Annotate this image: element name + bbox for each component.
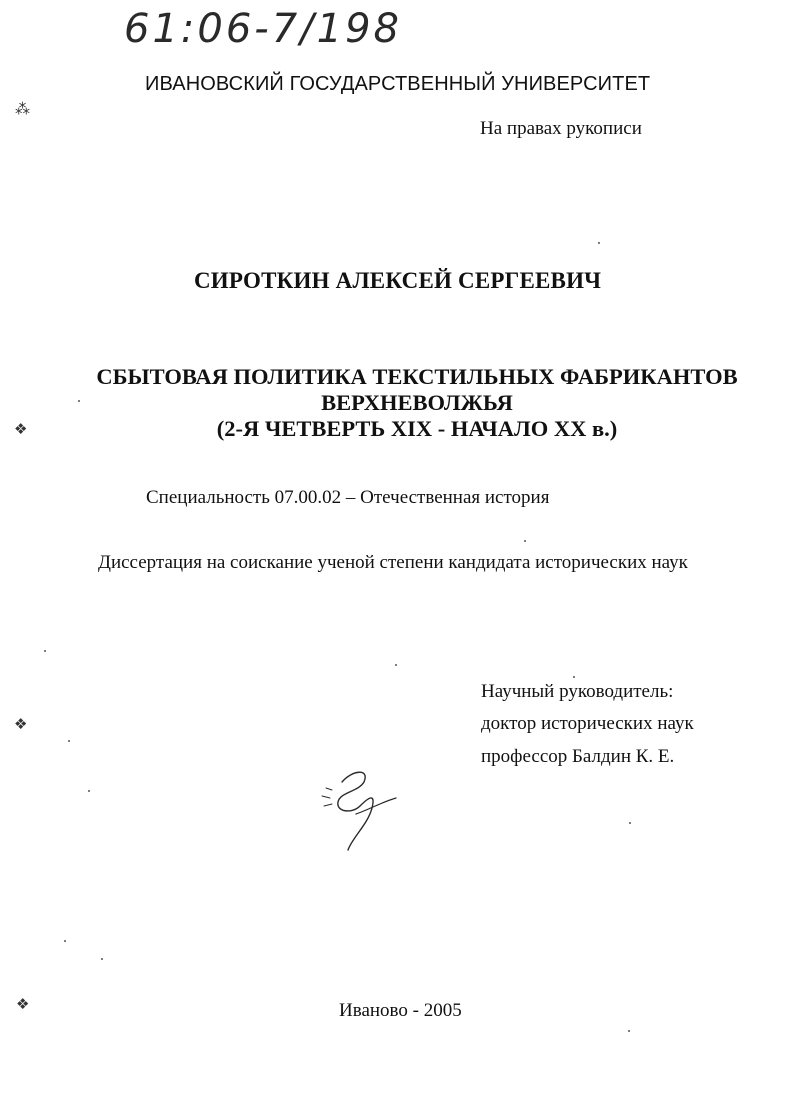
university-name: ИВАНОВСКИЙ ГОСУДАРСТВЕННЫЙ УНИВЕРСИТЕТ — [145, 73, 651, 95]
dissertation-title — [80, 364, 754, 442]
archive-code-handwritten — [120, 2, 450, 52]
supervisor-heading: Научный руководитель: — [481, 681, 674, 702]
author-name: СИРОТКИН АЛЕКСЕЙ СЕРГЕЕВИЧ — [194, 268, 602, 293]
scan-speck — [629, 822, 631, 824]
scan-speck — [64, 940, 66, 942]
city-year: Иваново - 2005 — [339, 1000, 462, 1021]
degree-statement: Диссертация на соискание ученой степени кандидата исторических наук — [98, 552, 688, 573]
scan-speck — [78, 400, 80, 402]
archive-code-text: 61:06-7/198 — [124, 6, 402, 52]
scan-speck — [68, 740, 70, 742]
scan-speck — [88, 790, 90, 792]
title-line: ВЕРХНЕВОЛЖЬЯ — [321, 390, 513, 415]
handwritten-signature — [312, 762, 412, 858]
specialty-line: Специальность 07.00.02 – Отечественная история — [146, 487, 550, 508]
supervisor-name: профессор Балдин К. Е. — [481, 746, 675, 767]
scan-speck — [101, 958, 103, 960]
scan-speck — [44, 650, 46, 652]
scan-speck — [395, 664, 397, 666]
manuscript-rights-note: На правах рукописи — [480, 118, 642, 139]
scan-speck — [524, 540, 526, 542]
margin-mark-icon: ❖ — [14, 420, 28, 438]
title-line: СБЫТОВАЯ ПОЛИТИКА ТЕКСТИЛЬНЫХ ФАБРИКАНТОВ — [96, 364, 738, 389]
supervisor-degree: доктор исторических наук — [481, 713, 694, 734]
scan-speck — [598, 242, 600, 244]
margin-mark-icon: ❖ — [16, 995, 30, 1013]
margin-mark-icon: ❖ — [14, 715, 28, 733]
title-line: (2-Я ЧЕТВЕРТЬ XIX - НАЧАЛО XX в.) — [216, 416, 618, 441]
scan-speck — [628, 1030, 630, 1032]
scan-speck — [573, 676, 575, 678]
margin-mark-icon: ⁂ — [15, 100, 30, 118]
